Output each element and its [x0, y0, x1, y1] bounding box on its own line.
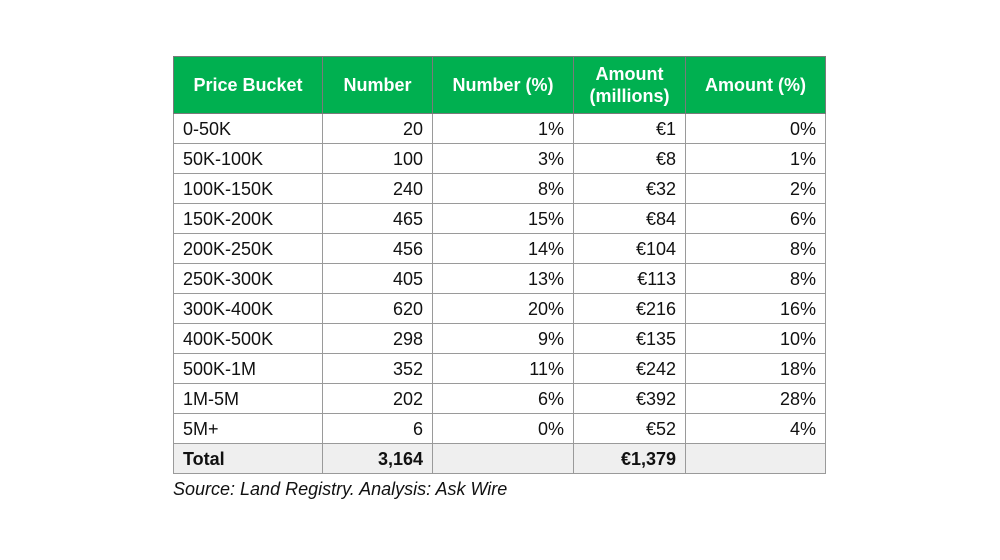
- price-bucket-cell: 200K-250K: [174, 234, 323, 264]
- number-percent-cell: 20%: [433, 294, 574, 324]
- number-cell: 202: [323, 384, 433, 414]
- number-percent-cell: 11%: [433, 354, 574, 384]
- price-bucket-table-container: [173, 56, 825, 474]
- total-amount-percent-cell: [686, 444, 826, 474]
- number-cell: 352: [323, 354, 433, 384]
- table-row: [174, 114, 826, 144]
- header-amount-percent: Amount (%): [686, 57, 826, 114]
- price-bucket-cell: 50K-100K: [174, 144, 323, 174]
- number-cell: 298: [323, 324, 433, 354]
- price-bucket-cell: 0-50K: [174, 114, 323, 144]
- number-cell: 620: [323, 294, 433, 324]
- table-row: [174, 264, 826, 294]
- table-row: [174, 414, 826, 444]
- price-bucket-cell: 250K-300K: [174, 264, 323, 294]
- amount-cell: €32: [574, 174, 686, 204]
- table-row: [174, 294, 826, 324]
- total-number-percent-cell: [433, 444, 574, 474]
- number-percent-cell: 1%: [433, 114, 574, 144]
- number-percent-cell: 13%: [433, 264, 574, 294]
- amount-percent-cell: 16%: [686, 294, 826, 324]
- table-row: [174, 204, 826, 234]
- table-row: [174, 234, 826, 264]
- amount-percent-cell: 28%: [686, 384, 826, 414]
- table-row: [174, 384, 826, 414]
- amount-percent-cell: 6%: [686, 204, 826, 234]
- number-cell: 6: [323, 414, 433, 444]
- price-bucket-cell: 1M-5M: [174, 384, 323, 414]
- number-percent-cell: 8%: [433, 174, 574, 204]
- price-bucket-cell: 300K-400K: [174, 294, 323, 324]
- amount-percent-cell: 18%: [686, 354, 826, 384]
- number-cell: 456: [323, 234, 433, 264]
- amount-percent-cell: 2%: [686, 174, 826, 204]
- number-cell: 240: [323, 174, 433, 204]
- amount-cell: €392: [574, 384, 686, 414]
- table-row: [174, 144, 826, 174]
- amount-percent-cell: 8%: [686, 234, 826, 264]
- amount-percent-cell: 10%: [686, 324, 826, 354]
- price-bucket-cell: 150K-200K: [174, 204, 323, 234]
- amount-cell: €242: [574, 354, 686, 384]
- number-percent-cell: 9%: [433, 324, 574, 354]
- number-percent-cell: 14%: [433, 234, 574, 264]
- header-price-bucket: Price Bucket: [174, 57, 323, 114]
- number-percent-cell: 6%: [433, 384, 574, 414]
- price-bucket-cell: 100K-150K: [174, 174, 323, 204]
- amount-percent-cell: 8%: [686, 264, 826, 294]
- amount-cell: €8: [574, 144, 686, 174]
- amount-cell: €104: [574, 234, 686, 264]
- number-cell: 20: [323, 114, 433, 144]
- price-bucket-cell: 400K-500K: [174, 324, 323, 354]
- table-body: [174, 114, 826, 474]
- number-cell: 100: [323, 144, 433, 174]
- price-bucket-table: [173, 56, 826, 474]
- table-row: [174, 324, 826, 354]
- number-cell: 405: [323, 264, 433, 294]
- header-number-percent: Number (%): [433, 57, 574, 114]
- table-row: [174, 174, 826, 204]
- total-price-bucket-cell: Total: [174, 444, 323, 474]
- number-percent-cell: 15%: [433, 204, 574, 234]
- total-amount-cell: €1,379: [574, 444, 686, 474]
- header-amount-millions: Amount (millions): [574, 57, 686, 114]
- amount-cell: €1: [574, 114, 686, 144]
- table-header-row: [174, 57, 826, 114]
- amount-cell: €52: [574, 414, 686, 444]
- header-number: Number: [323, 57, 433, 114]
- amount-cell: €135: [574, 324, 686, 354]
- amount-cell: €216: [574, 294, 686, 324]
- price-bucket-cell: 5M+: [174, 414, 323, 444]
- number-cell: 465: [323, 204, 433, 234]
- table-total-row: [174, 444, 826, 474]
- table-row: [174, 354, 826, 384]
- source-note: Source: Land Registry. Analysis: Ask Wire: [173, 479, 508, 499]
- total-number-cell: 3,164: [323, 444, 433, 474]
- amount-cell: €113: [574, 264, 686, 294]
- amount-percent-cell: 4%: [686, 414, 826, 444]
- price-bucket-cell: 500K-1M: [174, 354, 323, 384]
- amount-percent-cell: 0%: [686, 114, 826, 144]
- amount-percent-cell: 1%: [686, 144, 826, 174]
- amount-cell: €84: [574, 204, 686, 234]
- number-percent-cell: 0%: [433, 414, 574, 444]
- number-percent-cell: 3%: [433, 144, 574, 174]
